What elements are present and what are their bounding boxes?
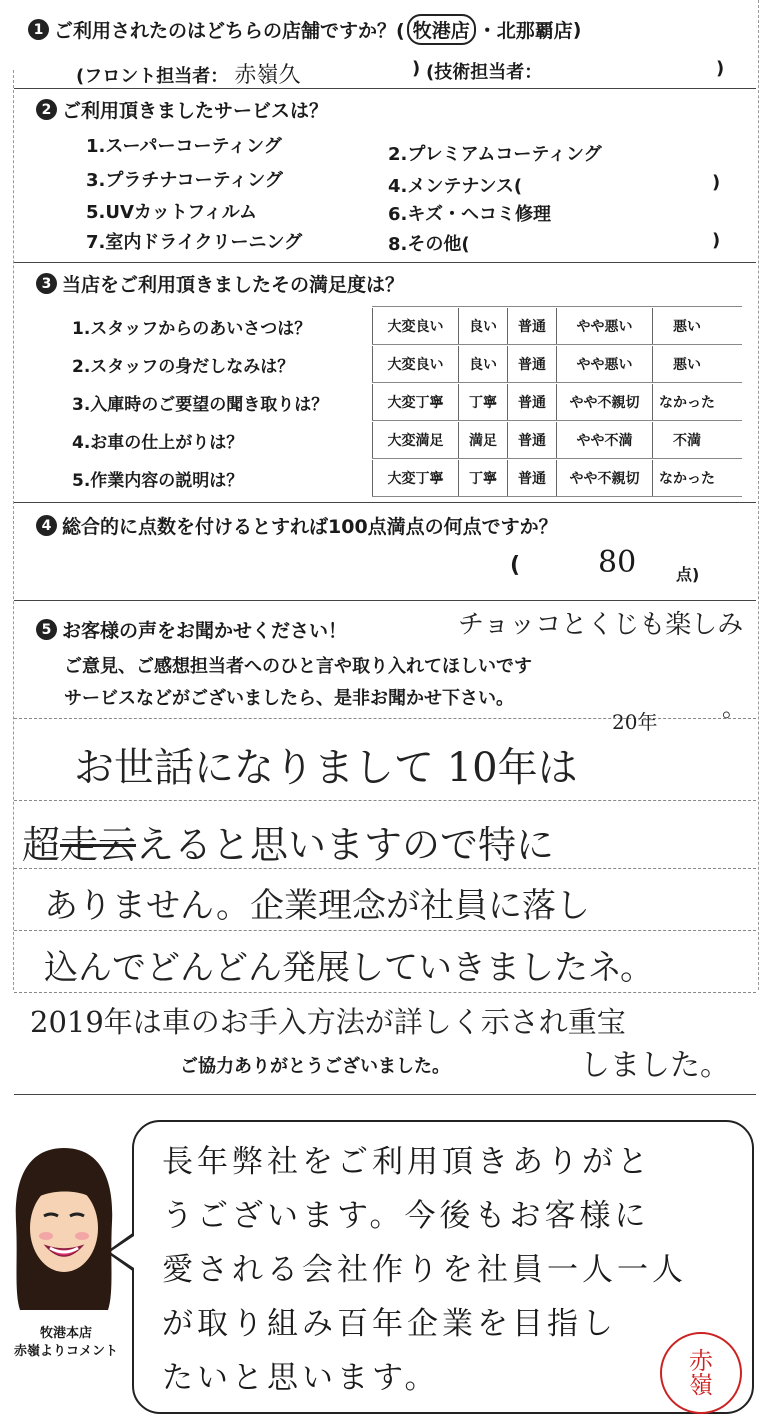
- avatar-face: [30, 1184, 98, 1272]
- satisfaction-question: 3.入庫時のご要望の聞き取りは？: [72, 394, 329, 415]
- satisfaction-question: 1.スタッフからのあいさつは？: [72, 318, 312, 339]
- service-paren-close: ): [712, 172, 721, 193]
- front-staff-line: [76, 58, 301, 89]
- satisfaction-row: [72, 308, 742, 344]
- store-option-makiminato[interactable]: 牧港店: [407, 14, 476, 45]
- satisfaction-option[interactable]: 大変丁寧: [372, 384, 458, 420]
- service-item[interactable]: 6.キズ・ヘコミ修理: [388, 204, 552, 225]
- satisfaction-option[interactable]: やや不親切: [556, 460, 652, 496]
- comment-line: しました。: [580, 1048, 730, 1083]
- satisfaction-option[interactable]: やや悪い: [556, 308, 652, 344]
- comment-line: 2019年は車のお手入方法が詳しく示され重宝: [30, 1005, 626, 1039]
- satisfaction-question: 2.スタッフの身だしなみは？: [72, 356, 295, 377]
- service-item[interactable]: 5.UVカットフィルム: [86, 202, 258, 223]
- service-item[interactable]: 1.スーパーコーティング: [86, 136, 282, 157]
- comment-line: ありません。企業理念が社員に落し: [44, 886, 591, 926]
- service-item[interactable]: 3.プラチナコーティング: [86, 170, 283, 191]
- comment-super-rest: えると思いますので特に: [136, 823, 555, 867]
- service-item[interactable]: 8.その他(: [388, 234, 470, 255]
- satisfaction-option[interactable]: なかった: [652, 460, 721, 496]
- satisfaction-row: [72, 422, 742, 458]
- q5-line-2: ご意見、ご感想担当者へのひと言や取り入れてほしいです: [64, 656, 532, 677]
- satisfaction-option[interactable]: 良い: [458, 308, 507, 344]
- q4-number: 4: [36, 515, 57, 536]
- q2-number: 2: [36, 99, 57, 120]
- satisfaction-option[interactable]: 普通: [507, 422, 556, 458]
- q5-handwritten-tail: チョッコとくじも楽しみ: [458, 610, 744, 640]
- divider: [14, 1094, 756, 1095]
- divider: [14, 868, 756, 869]
- front-staff-value[interactable]: 赤嶺久: [234, 63, 301, 88]
- seal-top: 赤: [689, 1347, 713, 1375]
- satisfaction-row: [72, 384, 742, 420]
- satisfaction-row: [72, 460, 742, 496]
- comment-line-super: [22, 814, 554, 869]
- satisfaction-option[interactable]: やや不親切: [556, 384, 652, 420]
- satisfaction-option[interactable]: 普通: [507, 308, 556, 344]
- grid-line: [372, 458, 742, 459]
- grid-line: [372, 306, 742, 307]
- comment-super-prefix: 超: [22, 823, 61, 867]
- satisfaction-option[interactable]: 大変良い: [372, 308, 458, 344]
- grid-line: [372, 344, 742, 345]
- divider: [14, 930, 756, 931]
- divider: [14, 992, 756, 993]
- comment-line: お世話になりまして 10年は: [74, 745, 578, 791]
- comment-thanks: ご協力ありがとうございました。: [180, 1056, 450, 1077]
- service-paren-close: ): [712, 230, 721, 251]
- q2-text: ご利用頂きましたサービスは？: [62, 100, 329, 122]
- q1-number: 1: [28, 19, 49, 40]
- q1-close: ): [572, 18, 582, 41]
- q5-number: 5: [36, 619, 57, 640]
- avatar-cheek-right: [75, 1232, 89, 1240]
- reply-line: 愛される会社作りを社員一人一人: [162, 1252, 687, 1288]
- satisfaction-option[interactable]: 良い: [458, 346, 507, 382]
- service-item[interactable]: 4.メンテナンス(: [388, 176, 523, 197]
- q2-line: [36, 96, 328, 123]
- comment-line: 込んでどんどん発展していきましたネ。: [44, 948, 654, 988]
- divider: [14, 800, 756, 801]
- divider: [14, 262, 756, 263]
- satisfaction-option[interactable]: なかった: [652, 384, 721, 420]
- grid-line: [372, 382, 742, 383]
- staff-avatar: [6, 1142, 122, 1316]
- satisfaction-row: [72, 346, 742, 382]
- satisfaction-option[interactable]: 大変満足: [372, 422, 458, 458]
- service-item[interactable]: 7.室内ドライクリーニング: [86, 232, 303, 253]
- q5-text: お客様の声をお聞かせください！: [62, 620, 348, 642]
- satisfaction-option[interactable]: やや悪い: [556, 346, 652, 382]
- avatar-caption-person: 赤嶺よりコメント: [13, 1344, 118, 1359]
- satisfaction-option[interactable]: 悪い: [652, 346, 721, 382]
- satisfaction-option[interactable]: 普通: [507, 384, 556, 420]
- q3-line: [36, 270, 404, 297]
- satisfaction-option[interactable]: 不満: [652, 422, 721, 458]
- avatar-cheek-left: [39, 1232, 53, 1240]
- q3-number: 3: [36, 273, 57, 294]
- satisfaction-option[interactable]: 満足: [458, 422, 507, 458]
- right-border: [758, 0, 759, 990]
- grid-line: [372, 420, 742, 421]
- q5-line-3: サービスなどがございましたら、是非お聞かせ下さい。: [64, 688, 514, 709]
- divider: [14, 88, 756, 89]
- name-seal: [660, 1332, 742, 1414]
- store-separator: ・: [477, 20, 497, 42]
- divider: [14, 600, 756, 601]
- q5-line-3-end: 。: [722, 694, 746, 722]
- score-paren-open: (: [510, 553, 521, 578]
- q1-text: ご利用されたのはどちらの店舗ですか？(: [54, 20, 405, 42]
- reply-line: たいと思います。: [162, 1360, 440, 1396]
- satisfaction-option[interactable]: 丁寧: [458, 460, 507, 496]
- left-border: [13, 70, 14, 990]
- tech-staff-close: ): [716, 58, 725, 79]
- reply-line: うございます。今後もお客様に: [162, 1198, 650, 1234]
- comment-correction: 20年: [612, 710, 658, 734]
- satisfaction-option[interactable]: 悪い: [652, 308, 721, 344]
- store-option-kitanaha[interactable]: 北那覇店: [496, 20, 573, 42]
- score-unit: 点): [676, 565, 700, 584]
- front-staff-close: ): [412, 58, 421, 79]
- satisfaction-question: 5.作業内容の説明は？: [72, 470, 244, 491]
- grid-line: [372, 496, 742, 497]
- q1-line: [28, 14, 581, 45]
- q4-line: [36, 512, 558, 539]
- satisfaction-option[interactable]: やや不満: [556, 422, 652, 458]
- reply-line: が取り組み百年企業を目指し: [162, 1306, 617, 1342]
- q5-line: [36, 616, 347, 643]
- avatar-caption-store: 牧港本店: [39, 1326, 92, 1341]
- satisfaction-option[interactable]: 普通: [507, 346, 556, 382]
- score-value[interactable]: 80: [598, 545, 637, 580]
- satisfaction-question: 4.お車の仕上がりは？: [72, 432, 244, 453]
- satisfaction-option[interactable]: 丁寧: [458, 384, 507, 420]
- divider: [14, 502, 756, 503]
- front-staff-label: (フロント担当者：: [76, 66, 229, 87]
- q4-text: 総合的に点数を付けるとすれば100点満点の何点ですか？: [62, 516, 558, 538]
- satisfaction-option[interactable]: 大変丁寧: [372, 460, 458, 496]
- comment-super-strike: 走云: [60, 823, 137, 867]
- q3-text: 当店をご利用頂きましたその満足度は？: [62, 274, 405, 296]
- satisfaction-option[interactable]: 普通: [507, 460, 556, 496]
- satisfaction-option[interactable]: 大変良い: [372, 346, 458, 382]
- service-item[interactable]: 2.プレミアムコーティング: [388, 144, 602, 165]
- tech-staff-label: (技術担当者：: [426, 62, 543, 83]
- seal-bottom: 嶺: [689, 1371, 713, 1399]
- reply-line: 長年弊社をご利用頂きありがと: [162, 1144, 652, 1180]
